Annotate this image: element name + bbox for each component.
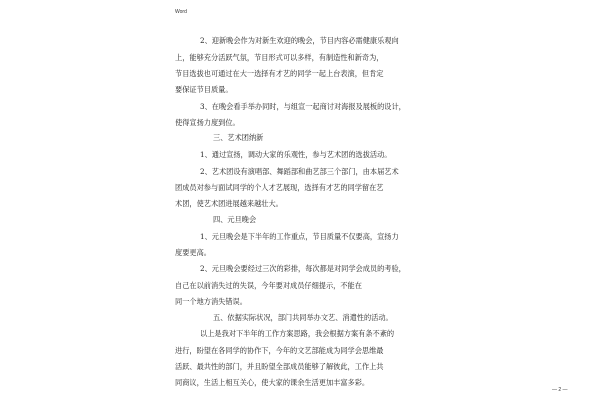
text-line: 2、元旦晚会要经过三次的彩排，每次都是对同学会成员的考验， [200, 264, 406, 273]
text-line: 2、艺术团设有演唱部、舞蹈部和曲艺部三个部门，由本届艺术 [200, 167, 399, 176]
text-line: 使得宣扬力度到位。 [175, 118, 240, 127]
section-heading: 四、元旦晚会 [213, 215, 257, 224]
section-heading: 三、艺术团纳新 [213, 133, 264, 142]
text-line: 1、通过宣扬，调动大家的乐观性，参与艺术团的选拔活动。 [200, 150, 392, 159]
text-line: 术团，使艺术团进展越来越壮大。 [175, 199, 283, 208]
text-line: 要保证节目质量。 [175, 85, 233, 94]
text-line: 度要更高。 [175, 248, 211, 257]
text-line: 同一个地方消失错误。 [175, 297, 247, 306]
text-line: 同商议，生活上相互关心，使大家的课余生活更加丰富多彩。 [175, 378, 370, 387]
text-line: 节目选拔也可通过在大一选择有才艺的同学一起上台表演，但肯定 [175, 69, 384, 78]
text-line: 自己在以前消失过的失误，今年要对成员仔细提示，不能在 [175, 281, 362, 290]
section-heading: 五、依据实际状况，部门共同举办文艺、消遣性的活动。 [213, 313, 393, 322]
text-line: 2、迎新晚会作为对新生欢迎的晚会，节目内容必需健康乐观向 [200, 36, 399, 45]
text-line: 团成员对参与面试同学的个人才艺展现，选择有才艺的同学留在艺 [175, 183, 384, 192]
page-number: — 2 — [552, 387, 568, 393]
text-line: 进行，盼望在各同学的协作下，今年的文艺部能成为同学会思维最 [175, 346, 384, 355]
text-line: 以上是我对下半年的工作方案思路，我会根据方案有条不紊的 [200, 329, 395, 338]
text-line: 1、元旦晚会是下半年的工作重点，节目质量不仅要高，宣扬力 [200, 232, 399, 241]
page-header: Word [175, 9, 187, 15]
text-line: 活跃、最共性的部门，并且盼望全部成员能够了解彼此，工作上共 [175, 362, 384, 371]
text-line: 上，能够充分活跃气氛，节目形式可以多样，有制造性和新奇为， [175, 53, 384, 62]
text-line: 3、在晚会看手举办同时，与组宣一起商讨对海报及展板的设计， [200, 102, 406, 111]
